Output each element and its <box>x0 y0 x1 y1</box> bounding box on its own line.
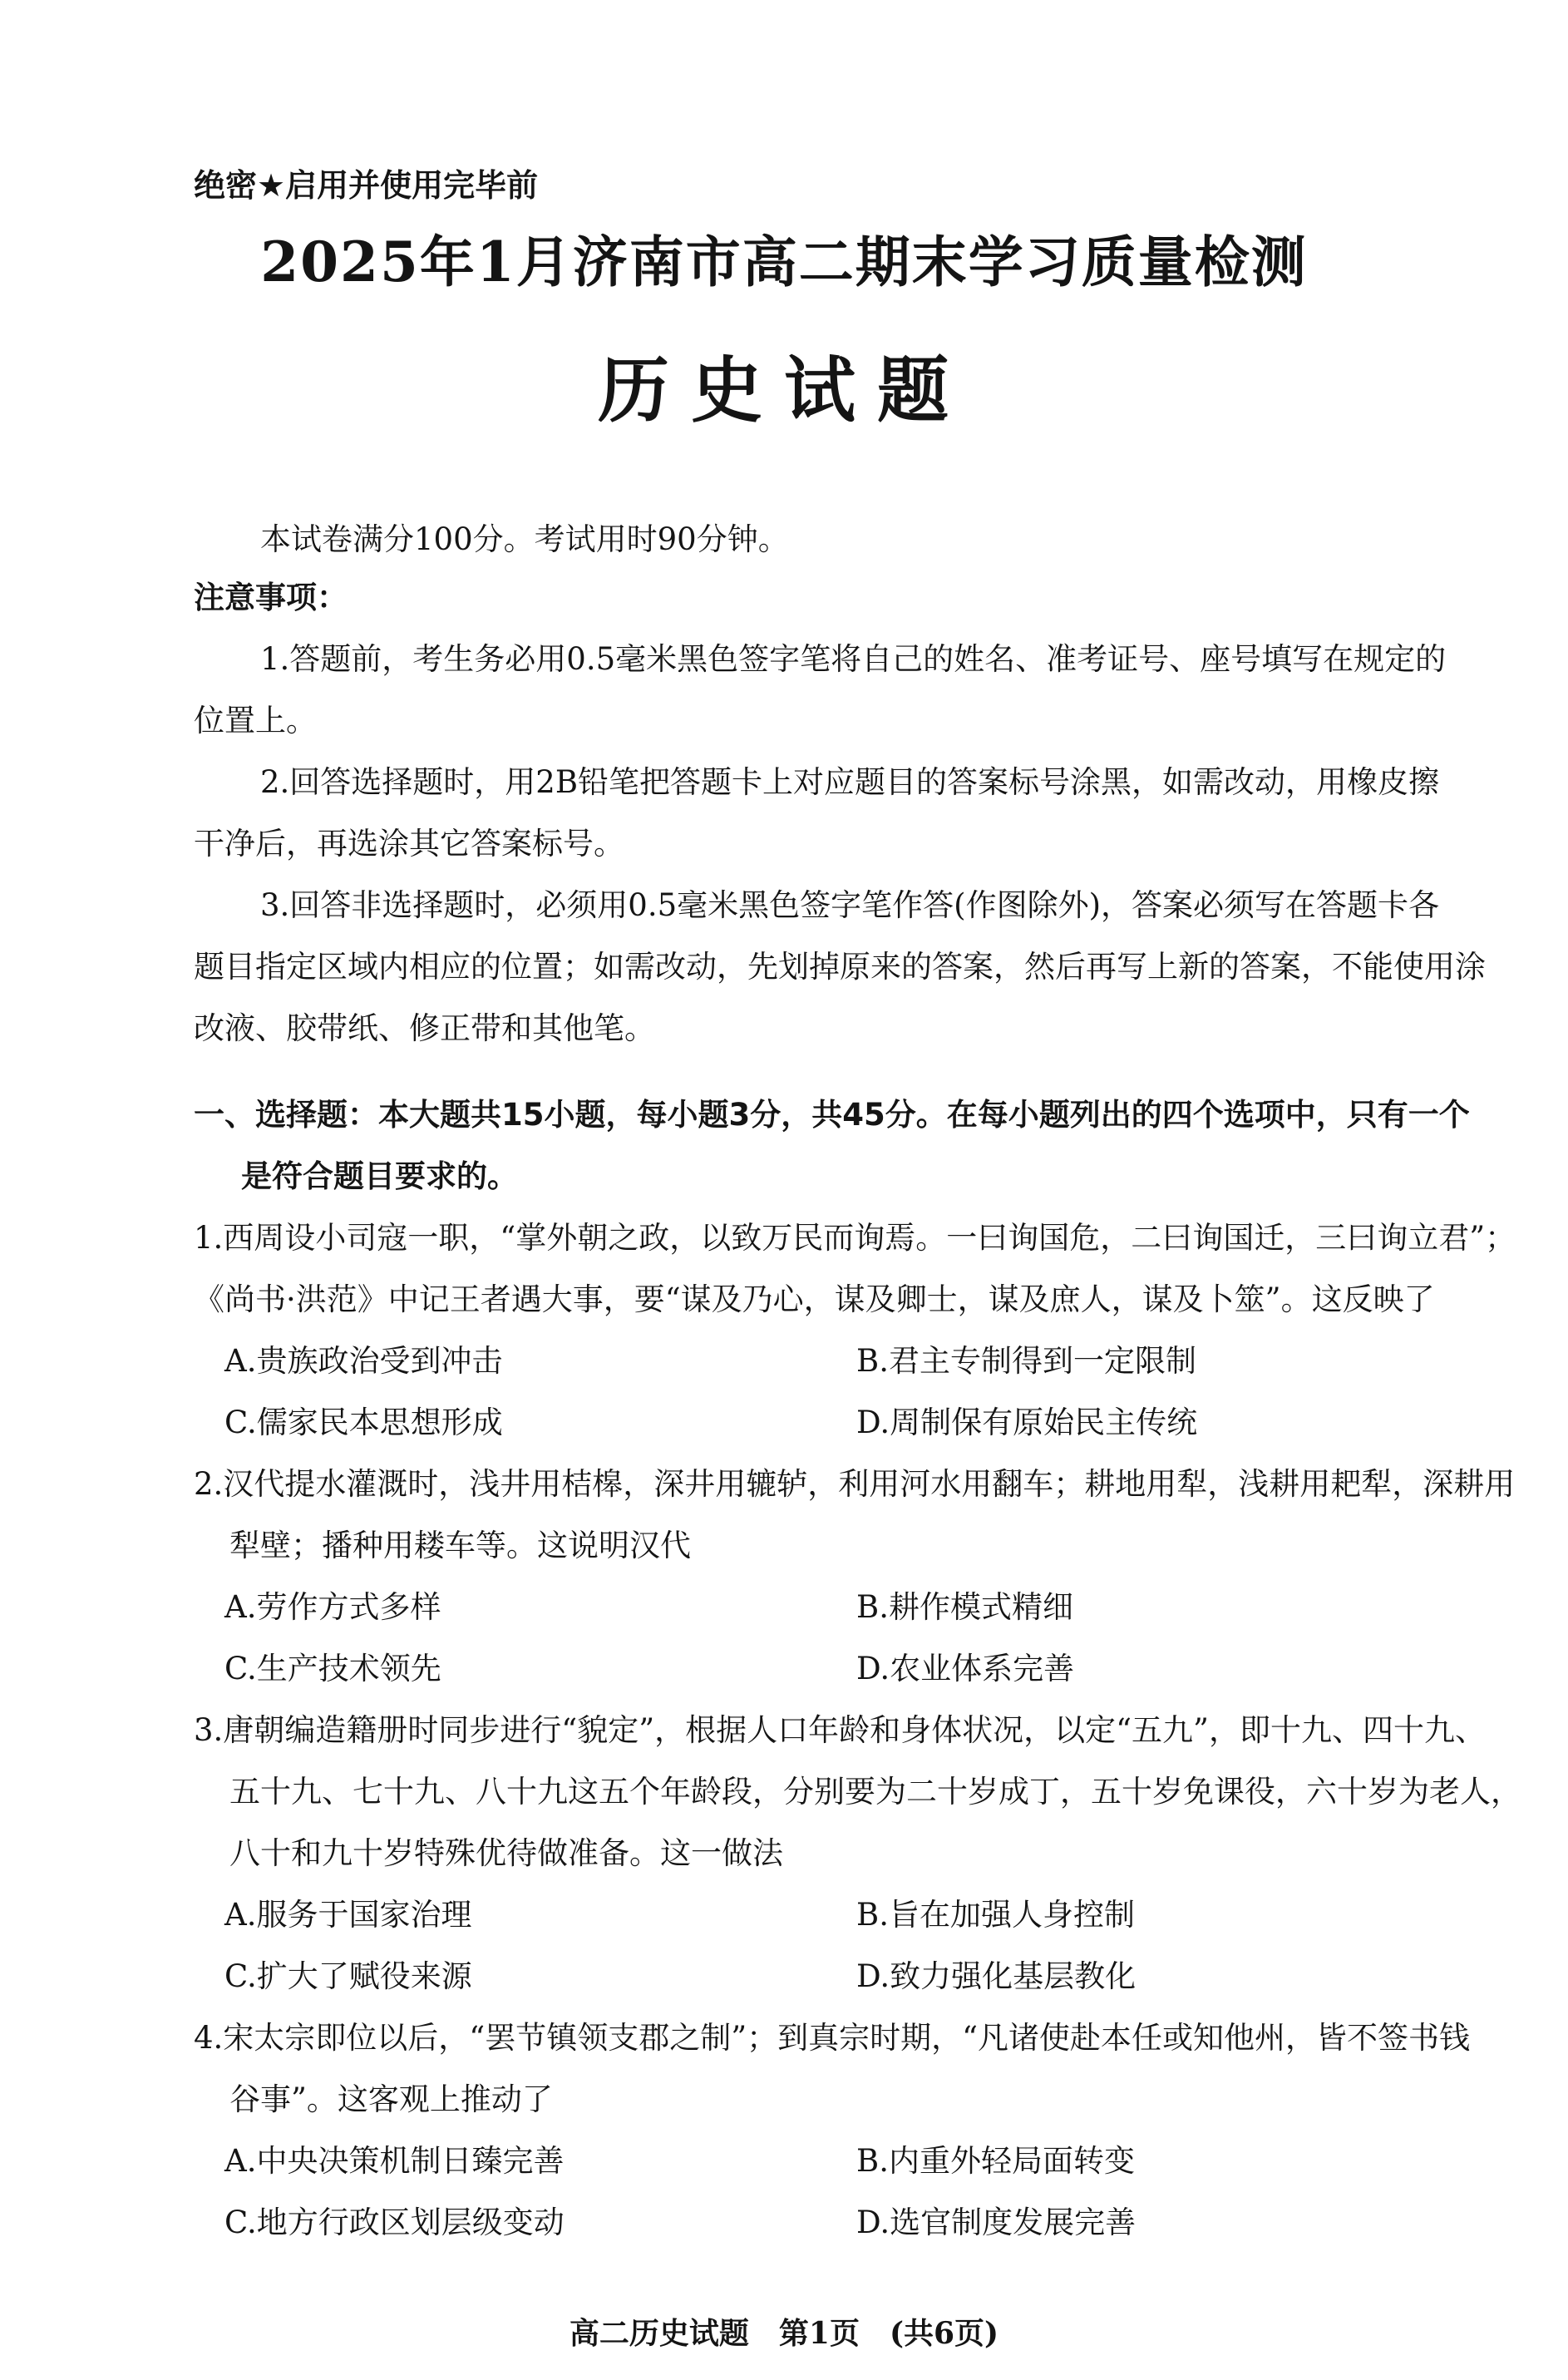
question-3-line-1: 3.唐朝编造籍册时同步进行“貌定”，根据人口年龄和身体状况，以定“五九”，即十九、四十九、 <box>194 1712 1486 1748</box>
question-4-option-d: D.选官制度发展完善 <box>856 2205 1137 2240</box>
section-heading-line-2: 是符合题目要求的。 <box>241 1158 518 1194</box>
question-4-option-c: C.地方行政区划层级变动 <box>224 2205 565 2240</box>
question-2-line-2: 犁壁；播种用耧车等。这说明汉代 <box>229 1528 691 1563</box>
question-1-option-c: C.儒家民本思想形成 <box>224 1405 503 1440</box>
exam-title: 2025年1月济南市高二期末学习质量检测 <box>260 230 1308 294</box>
page-footer: 高二历史试题 第1页 (共6页) <box>569 2316 999 2351</box>
question-1-line-2: 《尚书·洪范》中记王者遇大事，要“谋及乃心，谋及卿士，谋及庶人，谋及卜筮”。这反映了 <box>194 1281 1435 1317</box>
question-3-option-a: A.服务于国家治理 <box>224 1897 472 1933</box>
intro-text: 本试卷满分100分。考试用时90分钟。 <box>260 521 789 557</box>
question-3-option-c: C.扩大了赋役来源 <box>224 1958 472 1994</box>
question-2-option-c: C.生产技术领先 <box>224 1651 441 1686</box>
note-2-line-1: 2.回答选择题时，用2B铅笔把答题卡上对应题目的答案标号涂黑，如需改动，用橡皮擦 <box>260 764 1440 800</box>
question-2-line-1: 2.汉代提水灌溉时，浅井用桔槔，深井用辘轳，利用河水用翻车；耕地用犁，浅耕用耙犁，深耕用 <box>194 1466 1516 1502</box>
question-2-option-d: D.农业体系完善 <box>856 1651 1075 1686</box>
question-3-line-3: 八十和九十岁特殊优待做准备。这一做法 <box>229 1835 783 1871</box>
question-1-option-d: D.周制保有原始民主传统 <box>856 1405 1198 1440</box>
note-3-line-1: 3.回答非选择题时，必须用0.5毫米黑色签字笔作答(作图除外)，答案必须写在答题卡各 <box>260 887 1440 923</box>
confidential-label: 绝密★启用并使用完毕前 <box>194 167 539 204</box>
note-1-line-1: 1.答题前，考生务必用0.5毫米黑色签字笔将自己的姓名、准考证号、座号填写在规定的 <box>260 641 1447 677</box>
note-1-line-2: 位置上。 <box>194 703 317 738</box>
note-3-line-3: 改液、胶带纸、修正带和其他笔。 <box>194 1010 655 1046</box>
question-4-line-2: 谷事”。这客观上推动了 <box>229 2081 553 2117</box>
question-1-option-a: A.贵族政治受到冲击 <box>224 1343 503 1379</box>
question-2-option-a: A.劳作方式多样 <box>224 1589 441 1625</box>
question-3-line-2: 五十九、七十九、八十九这五个年龄段，分别要为二十岁成丁，五十岁免课役，六十岁为老人， <box>229 1774 1521 1810</box>
note-2-line-2: 干净后，再选涂其它答案标号。 <box>194 826 624 862</box>
question-4-option-b: B.内重外轻局面转变 <box>856 2143 1135 2179</box>
note-3-line-2: 题目指定区域内相应的位置；如需改动，先划掉原来的答案，然后再写上新的答案，不能使用涂 <box>194 949 1486 985</box>
section-heading-line-1: 一、选择题：本大题共15小题，每小题3分，共45分。在每小题列出的四个选项中，只有一个 <box>194 1097 1470 1133</box>
question-3-option-b: B.旨在加强人身控制 <box>856 1897 1135 1933</box>
question-2-option-b: B.耕作模式精细 <box>856 1589 1073 1625</box>
question-4-option-a: A.中央决策机制日臻完善 <box>224 2143 565 2179</box>
question-1-option-b: B.君主专制得到一定限制 <box>856 1343 1196 1379</box>
question-1-line-1: 1.西周设小司寇一职，“掌外朝之政，以致万民而询焉。一曰询国危，二曰询国迁，三曰询立君”； <box>194 1220 1516 1256</box>
notes-heading: 注意事项： <box>194 580 348 615</box>
question-3-option-d: D.致力强化基层教化 <box>856 1958 1137 1994</box>
question-4-line-1: 4.宋太宗即位以后，“罢节镇领支郡之制”；到真宗时期，“凡诸使赴本任或知他州，皆不签书钱 <box>194 2020 1471 2056</box>
subject-title: 历史试题 <box>598 348 970 432</box>
